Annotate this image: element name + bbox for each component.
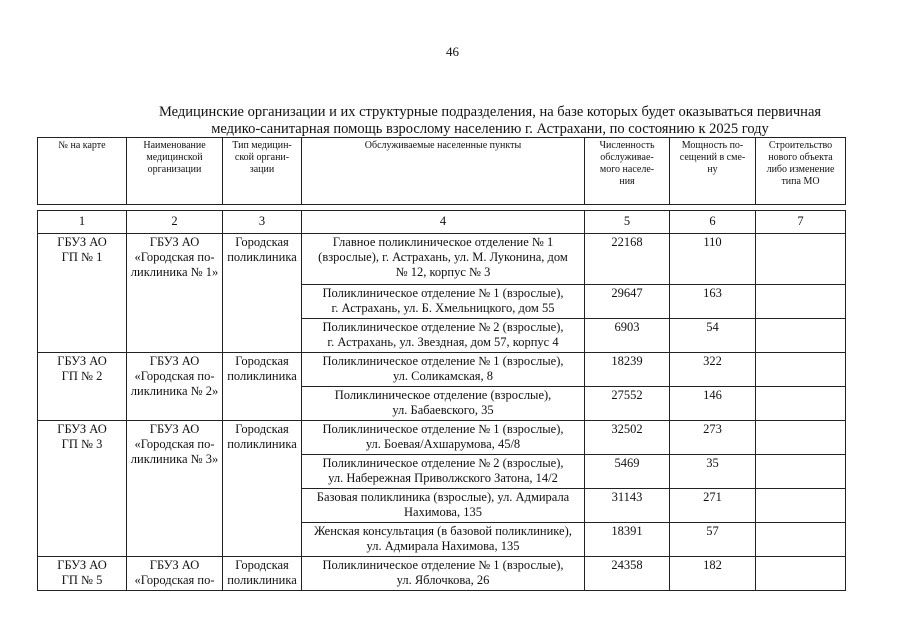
cell-line: ГБУЗ АО	[149, 558, 200, 572]
served-locality-cell	[302, 523, 585, 557]
page-number: 46	[446, 44, 459, 59]
cell-line: № на карте	[58, 140, 106, 151]
map-number-cell	[38, 353, 127, 421]
population-cell: 24358	[585, 557, 670, 591]
header-map-number	[38, 138, 127, 205]
cell-line: Поликлиническое отделение № 1 (взрослые),	[322, 286, 564, 300]
cell-line: сещений в сме-	[679, 152, 746, 163]
header-visit-capacity	[670, 138, 756, 205]
organization-name-cell	[127, 234, 223, 353]
capacity-cell: 35	[670, 455, 756, 489]
cell-line: Строительство	[768, 140, 833, 151]
cell-line: ГБУЗ АО	[149, 422, 200, 436]
capacity-cell: 110	[670, 234, 756, 285]
cell-line: обслуживае-	[600, 152, 654, 163]
cell-line: ГБУЗ АО	[57, 235, 107, 249]
construction-cell	[756, 319, 846, 353]
cell-line: поликлиника	[227, 437, 297, 451]
capacity-cell: 273	[670, 421, 756, 455]
cell-line: организации	[147, 164, 202, 175]
document-title	[120, 104, 860, 138]
cell-line: Главное поликлиническое отделение № 1	[332, 235, 554, 249]
cell-line: ул. Набережная Приволжского Затона, 14/2	[328, 471, 558, 485]
column-numbers-row	[38, 211, 846, 234]
served-locality-cell	[302, 319, 585, 353]
medical-organizations-table	[37, 137, 846, 591]
population-cell: 18239	[585, 353, 670, 387]
served-locality-cell	[302, 353, 585, 387]
cell-line: зации	[249, 164, 275, 175]
cell-line: поликлиника	[227, 369, 297, 383]
cell-line: ГБУЗ АО	[149, 354, 200, 368]
cell-line: «Городская по-	[134, 573, 215, 587]
column-number-1: 1	[38, 211, 127, 234]
header-population	[585, 138, 670, 205]
cell-line: ГП № 3	[61, 437, 103, 451]
cell-line: Женская консультация (в базовой поликлинике),	[314, 524, 572, 538]
organization-name-cell	[127, 353, 223, 421]
cell-line: мого населе-	[599, 164, 655, 175]
header-organization-type	[223, 138, 302, 205]
served-locality-cell	[302, 557, 585, 591]
cell-line: Нахимова, 135	[404, 505, 482, 519]
cell-line: ГП № 2	[61, 369, 103, 383]
column-number-3: 3	[223, 211, 302, 234]
cell-line: ну	[707, 164, 718, 175]
cell-line: поликлиника	[227, 250, 297, 264]
cell-line: ликлиника № 2»	[130, 384, 219, 398]
cell-line: Наименование	[143, 140, 206, 151]
organization-name-cell	[127, 557, 223, 591]
table-body	[38, 234, 846, 591]
cell-line: ГБУЗ АО	[57, 354, 107, 368]
cell-line: «Городская по-	[134, 437, 215, 451]
column-number-6: 6	[670, 211, 756, 234]
construction-cell	[756, 353, 846, 387]
header-organization-name	[127, 138, 223, 205]
cell-line: ул. Соликамская, 8	[392, 369, 494, 383]
served-locality-cell	[302, 421, 585, 455]
population-cell: 22168	[585, 234, 670, 285]
cell-line: «Городская по-	[134, 250, 215, 264]
capacity-cell: 57	[670, 523, 756, 557]
table-row	[38, 421, 846, 455]
cell-line: ГБУЗ АО	[149, 235, 200, 249]
organization-name-cell	[127, 421, 223, 557]
cell-line: Городская	[235, 558, 289, 572]
cell-line: ской органи-	[234, 152, 290, 163]
served-locality-cell	[302, 387, 585, 421]
capacity-cell: 163	[670, 285, 756, 319]
construction-cell	[756, 489, 846, 523]
cell-line: ликлиника № 3»	[130, 452, 219, 466]
construction-cell	[756, 421, 846, 455]
served-locality-cell	[302, 489, 585, 523]
cell-line: либо изменение	[766, 164, 835, 175]
population-cell: 27552	[585, 387, 670, 421]
title-line-1: Медицинские организации и их структурные подразделения, на базе которых будет оказываться первичная	[158, 104, 822, 120]
cell-line: «Городская по-	[134, 369, 215, 383]
column-number-4: 4	[302, 211, 585, 234]
cell-line: ГП № 5	[61, 573, 103, 587]
cell-line: Численность	[599, 140, 655, 151]
capacity-cell: 271	[670, 489, 756, 523]
cell-line: Мощность по-	[681, 140, 744, 151]
column-number-7: 7	[756, 211, 846, 234]
cell-line: ГБУЗ АО	[57, 422, 107, 436]
map-number-cell	[38, 421, 127, 557]
cell-line: Поликлиническое отделение (взрослые),	[334, 388, 552, 402]
cell-line: Городская	[235, 354, 289, 368]
map-number-cell	[38, 557, 127, 591]
cell-line: Городская	[235, 235, 289, 249]
construction-cell	[756, 387, 846, 421]
served-locality-cell	[302, 285, 585, 319]
column-number-5: 5	[585, 211, 670, 234]
cell-line: Базовая поликлиника (взрослые), ул. Адмирала	[316, 490, 570, 504]
cell-line: Городская	[235, 422, 289, 436]
cell-line: ул. Боевая/Ахшарумова, 45/8	[365, 437, 521, 451]
cell-line: (взрослые), г. Астрахань, ул. М. Луконина, дом	[318, 250, 568, 264]
construction-cell	[756, 557, 846, 591]
header-served-localities	[302, 138, 585, 205]
table-row	[38, 557, 846, 591]
construction-cell	[756, 523, 846, 557]
cell-line: ул. Бабаевского, 35	[392, 403, 494, 417]
title-line-2: медико-санитарная помощь взрослому населению г. Астрахани, по состоянию к 2025 году	[211, 121, 769, 137]
cell-line: ГП № 1	[61, 250, 103, 264]
capacity-cell: 182	[670, 557, 756, 591]
table-row	[38, 353, 846, 387]
cell-line: Поликлиническое отделение № 1 (взрослые),	[322, 354, 564, 368]
cell-line: Обслуживаемые населенные пункты	[364, 140, 522, 151]
capacity-cell: 54	[670, 319, 756, 353]
cell-line: Поликлиническое отделение № 1 (взрослые),	[322, 422, 564, 436]
served-locality-cell	[302, 234, 585, 285]
cell-line: медицинской	[146, 152, 203, 163]
header-construction	[756, 138, 846, 205]
construction-cell	[756, 455, 846, 489]
organization-type-cell	[223, 353, 302, 421]
capacity-cell: 322	[670, 353, 756, 387]
table-header-row	[38, 138, 846, 205]
construction-cell	[756, 234, 846, 285]
population-cell: 29647	[585, 285, 670, 319]
cell-line: г. Астрахань, ул. Б. Хмельницкого, дом 55	[331, 301, 555, 315]
cell-line: нового объекта	[768, 152, 833, 163]
construction-cell	[756, 285, 846, 319]
organization-type-cell	[223, 234, 302, 353]
map-number-cell	[38, 234, 127, 353]
cell-line: № 12, корпус № 3	[395, 265, 491, 279]
cell-line: ул. Адмирала Нахимова, 135	[366, 539, 520, 553]
column-number-2: 2	[127, 211, 223, 234]
cell-line: Тип медицин-	[232, 140, 292, 151]
population-cell: 5469	[585, 455, 670, 489]
cell-line: типа МО	[781, 176, 820, 187]
cell-line: г. Астрахань, ул. Звездная, дом 57, корпус 4	[327, 335, 559, 349]
population-cell: 32502	[585, 421, 670, 455]
population-cell: 18391	[585, 523, 670, 557]
cell-line: Поликлиническое отделение № 2 (взрослые),	[322, 320, 564, 334]
organization-type-cell	[223, 421, 302, 557]
organization-type-cell	[223, 557, 302, 591]
cell-line: ния	[619, 176, 635, 187]
cell-line: ГБУЗ АО	[57, 558, 107, 572]
cell-line: ул. Яблочкова, 26	[396, 573, 490, 587]
cell-line: поликлиника	[227, 573, 297, 587]
capacity-cell: 146	[670, 387, 756, 421]
cell-line: Поликлиническое отделение № 2 (взрослые),	[322, 456, 564, 470]
cell-line: ликлиника № 1»	[130, 265, 219, 279]
table-row	[38, 234, 846, 285]
served-locality-cell	[302, 455, 585, 489]
population-cell: 31143	[585, 489, 670, 523]
population-cell: 6903	[585, 319, 670, 353]
cell-line: Поликлиническое отделение № 1 (взрослые),	[322, 558, 564, 572]
